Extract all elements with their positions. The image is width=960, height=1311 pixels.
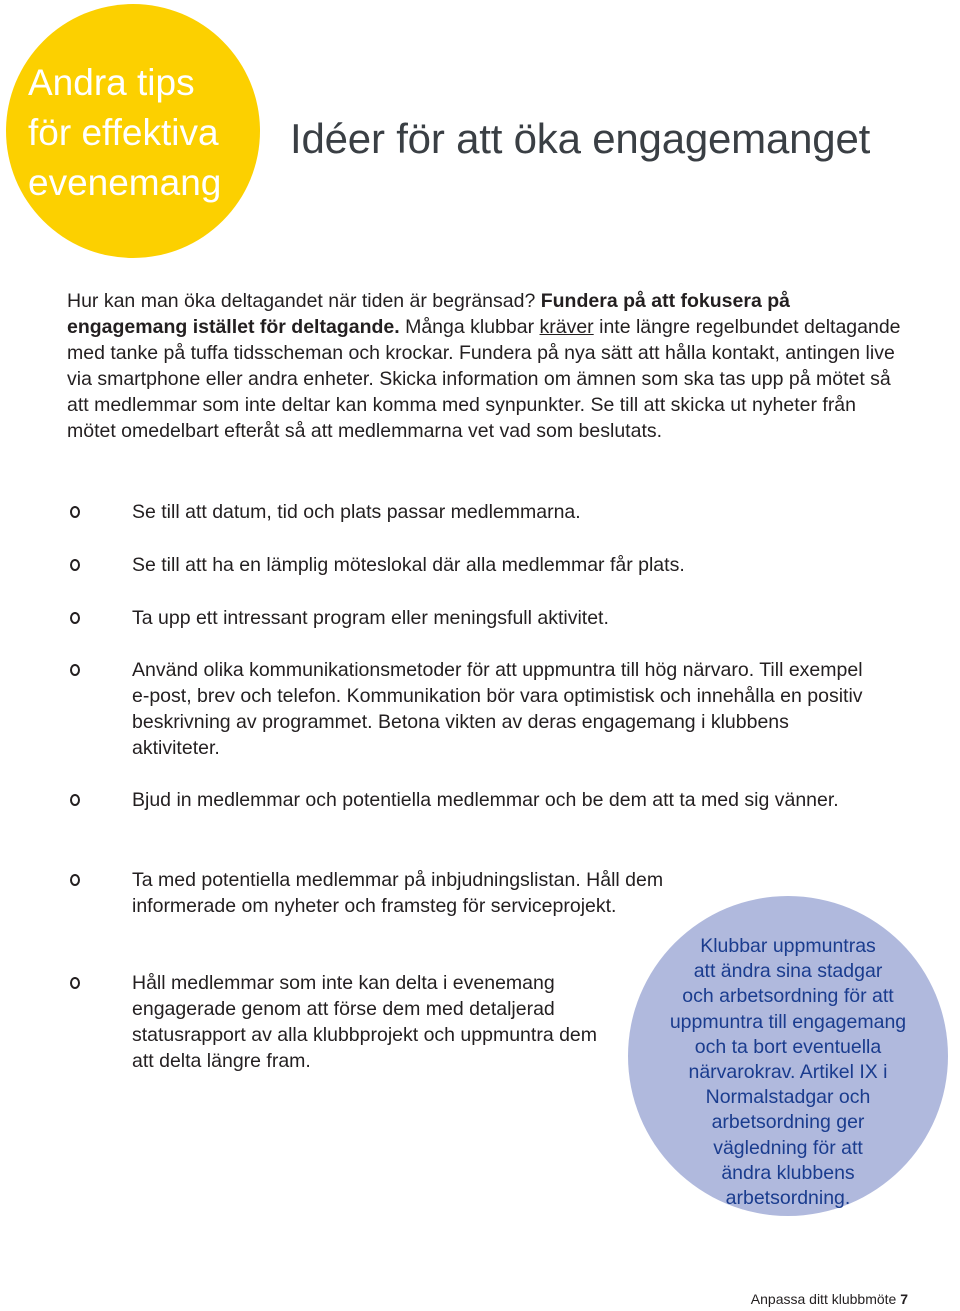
callout-line: närvarokrav. Artikel IX i	[688, 1061, 888, 1084]
section-badge-text	[28, 58, 221, 208]
callout-line: och arbetsordning för att	[682, 985, 894, 1008]
list-item-text: Ta med potentiella medlemmar på inbjudningslistan. Håll dem informerade om nyheter och framsteg för serviceprojekt.	[132, 869, 664, 917]
list-item	[70, 657, 930, 761]
bullet-icon	[70, 664, 80, 676]
callout-line: och ta bort eventuella	[694, 1035, 882, 1058]
bullet-icon	[70, 612, 80, 624]
intro-sentence-1: Hur kan man öka deltagandet när tiden är begränsad?	[67, 290, 541, 312]
callout-line: ändra klubbens	[721, 1161, 855, 1184]
bullet-icon	[70, 977, 80, 989]
callout-line: uppmuntra till engagemang	[669, 1010, 907, 1033]
page-title: Idéer för att öka engagemanget	[290, 115, 871, 162]
list-item	[70, 867, 690, 945]
list-item-text: Håll medlemmar som inte kan delta i evenemang engagerade genom att förse dem med detaljerad statusrapport av alla klubbprojekt och uppmuntra dem att delta längre fram.	[132, 972, 598, 1072]
list-item-text: Ta upp ett intressant program eller meningsfull aktivitet.	[132, 607, 609, 629]
intro-sentence-3b: inte längre regelbundet deltagande med tanke på tuffa tidsscheman och krockar. Fundera på nya sätt att hålla kontakt, antingen live via smartphone eller andra enheter. Skicka information om ämnen som ska tas upp på mötet så att medlemmar som inte deltar kan komma med synpunkter. Se till att skicka ut nyheter från mötet omedelbart efteråt så att medlemmarna vet vad som beslutats.	[67, 316, 901, 442]
list-item	[70, 787, 930, 839]
callout-line: Klubbar uppmuntras	[700, 935, 876, 957]
page-number: 7	[900, 1291, 908, 1307]
list-item-text: Bjud in medlemmar och potentiella medlemmar och be dem att ta med sig vänner.	[132, 789, 839, 811]
callout-line: arbetsordning.	[725, 1187, 851, 1210]
intro-sentence-3a: Många klubbar	[399, 316, 540, 338]
callout-line: Normalstadgar och	[705, 1086, 871, 1109]
section-badge-line-2: för effektiva	[28, 112, 219, 153]
bullet-icon	[70, 874, 80, 886]
bullet-icon	[70, 506, 80, 518]
callout-line: arbetsordning ger	[711, 1111, 865, 1134]
callout-text	[648, 934, 928, 1211]
intro-bold-sentence: Fundera på att fokusera på engagemang istället för deltagande.	[67, 290, 790, 338]
list-item-text: Använd olika kommunikationsmetoder för att uppmuntra till hög närvaro. Till exempel e-post, brev och telefon. Kommunikation bör vara optimistisk och innehålla en positiv beskrivning av programmet. Betona vikten av deras engagemang i klubbens aktiviteter.	[132, 659, 863, 759]
list-item-text: Se till att datum, tid och plats passar medlemmarna.	[132, 501, 581, 523]
callout-line: att ändra sina stadgar	[693, 960, 883, 983]
callout-line: vägledning för att	[713, 1136, 863, 1159]
section-badge-line-3: evenemang	[28, 162, 222, 203]
bullet-icon	[70, 559, 80, 571]
list-item-text: Se till att ha en lämplig möteslokal där alla medlemmar får plats.	[132, 554, 685, 576]
page-footer	[751, 1291, 908, 1307]
list-item	[70, 970, 690, 1074]
intro-paragraph	[67, 288, 907, 444]
footer-label: Anpassa ditt klubbmöte	[750, 1291, 897, 1307]
intro-underlined-word: kräver	[539, 316, 594, 338]
bullet-icon	[70, 794, 80, 806]
section-badge-line-1: Andra tips	[28, 62, 195, 103]
